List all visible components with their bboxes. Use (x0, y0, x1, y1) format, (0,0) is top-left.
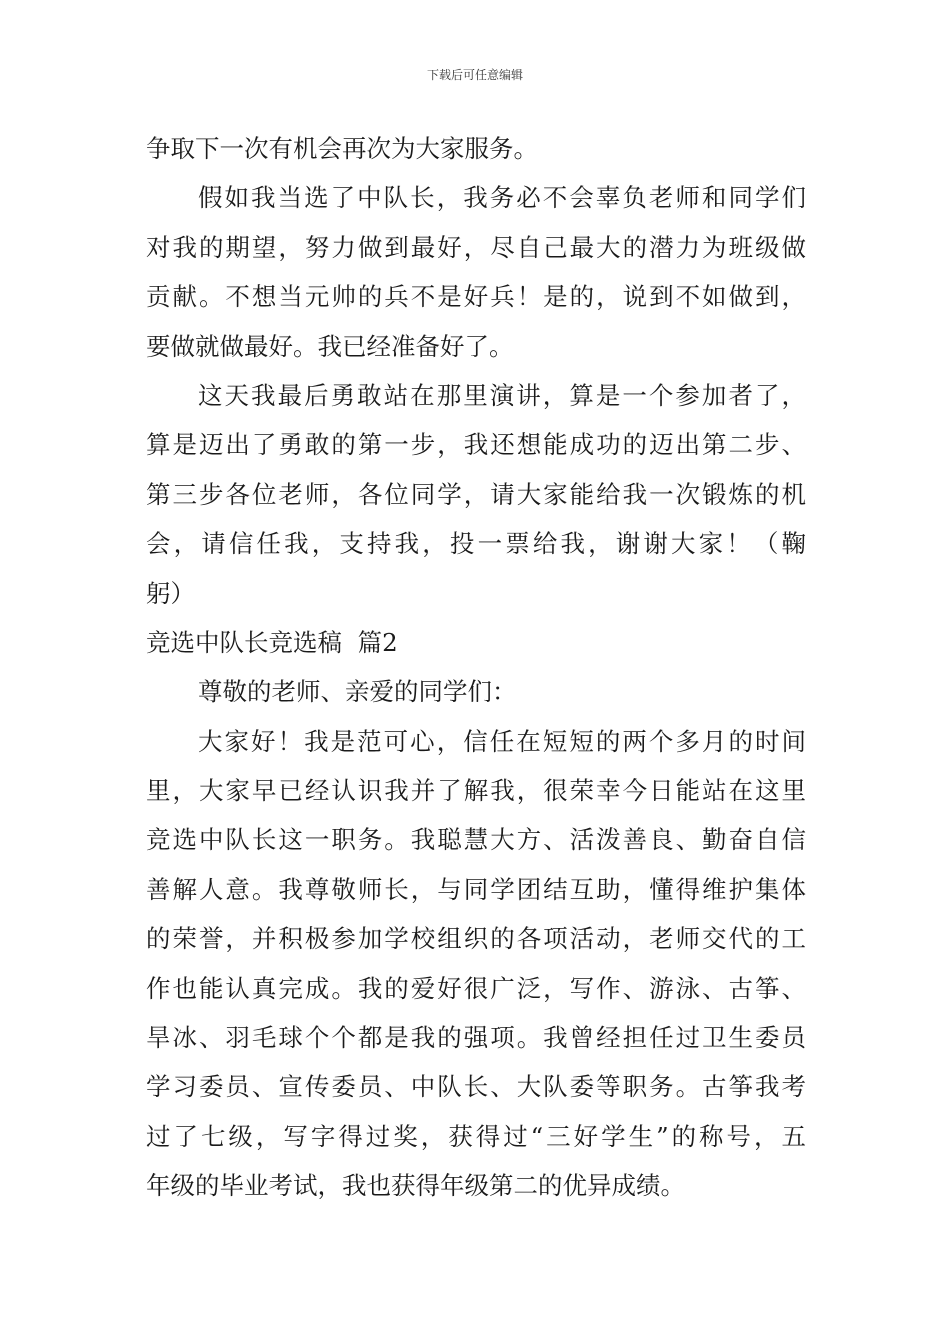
text-line: 这天我最后勇敢站在那里演讲，算是一个参加者了， (198, 380, 806, 410)
section-heading: 竞选中队长竞选稿 篇2 (146, 627, 398, 657)
text-line: 的荣誉，并积极参加学校组织的各项活动，老师交代的工 (146, 924, 806, 954)
text-line: 争取下一次有机会再次为大家服务。 (146, 134, 538, 163)
text-line: 年级的毕业考试，我也获得年级第二的优异成绩。 (146, 1171, 685, 1201)
text-line: 尊敬的老师、亲爱的同学们： (198, 677, 517, 707)
text-line: 大家好！我是范可心，信任在短短的两个多月的时间 (198, 726, 806, 756)
text-line: 要做就做最好。我已经准备好了。 (146, 331, 514, 361)
text-line: 善解人意。我尊敬师长，与同学团结互助，懂得维护集体 (146, 874, 806, 904)
text-line: 假如我当选了中队长，我务必不会辜负老师和同学们 (198, 183, 806, 213)
text-line: 躬） (146, 578, 195, 608)
page-header: 下载后可任意编辑 (426, 68, 523, 82)
text-line: 旱冰、羽毛球个个都是我的强项。我曾经担任过卫生委员 (146, 1023, 806, 1053)
text-line: 算是迈出了勇敢的第一步，我还想能成功的迈出第二步、 (146, 430, 806, 460)
text-line: 会，请信任我，支持我，投一票给我，谢谢大家！（鞠 (146, 529, 806, 559)
text-line: 过了七级，写字得过奖，获得过“三好学生”的称号，五 (146, 1121, 806, 1151)
text-line: 贡献。不想当元帅的兵不是好兵！是的，说到不如做到， (146, 282, 806, 312)
text-line: 作也能认真完成。我的爱好很广泛，写作、游泳、古筝、 (146, 973, 806, 1003)
text-line: 第三步各位老师，各位同学，请大家能给我一次锻炼的机 (146, 479, 806, 509)
text-line: 里，大家早已经认识我并了解我，很荣幸今日能站在这里 (146, 776, 806, 806)
text-line: 对我的期望，努力做到最好，尽自己最大的潜力为班级做 (146, 232, 806, 262)
document-body (146, 124, 806, 1211)
text-line: 学习委员、宣传委员、中队长、大队委等职务。古筝我考 (146, 1072, 806, 1102)
text-line: 竞选中队长这一职务。我聪慧大方、活泼善良、勤奋自信 (146, 825, 806, 855)
